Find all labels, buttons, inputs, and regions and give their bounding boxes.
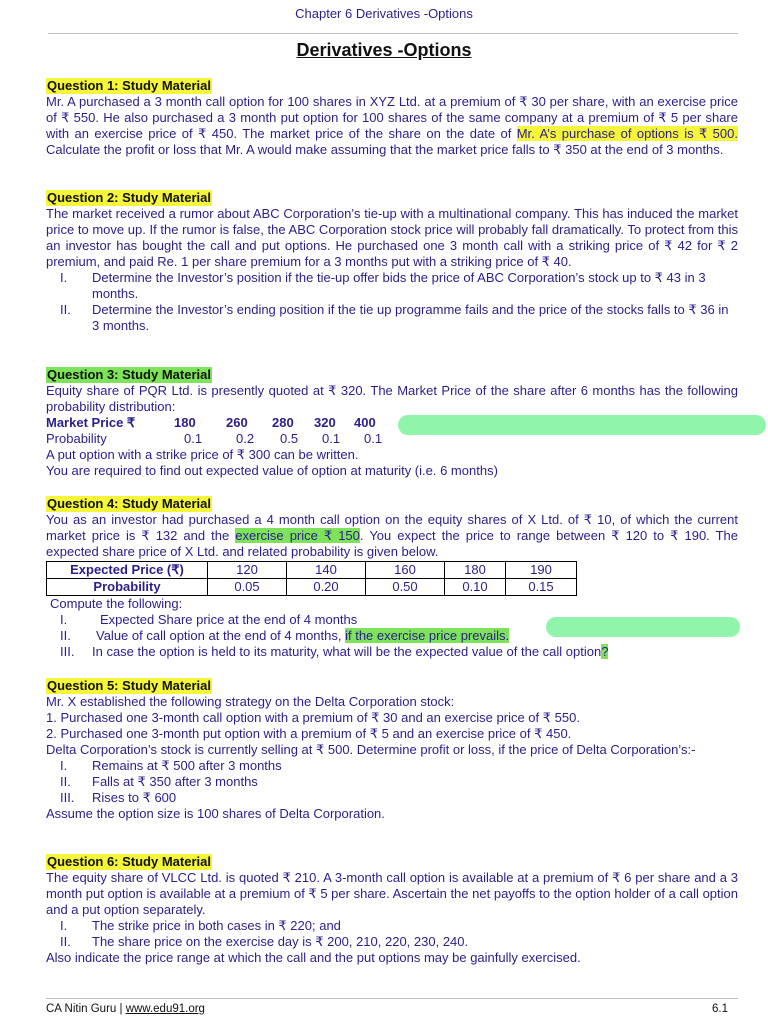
list-item <box>46 918 738 934</box>
table-cell: 160 <box>366 562 445 579</box>
table-row <box>46 415 394 431</box>
list-text: The share price on the exercise day is ₹ 200, 210, 220, 230, 240. <box>92 934 469 949</box>
list-item <box>46 644 738 660</box>
question-1 <box>46 78 738 158</box>
table-row <box>46 431 394 447</box>
question-6-text: The equity share of VLCC Ltd. is quoted ₹ 210. A 3-month call option is available at a premium of ₹ 6 per share and a 3 month put option is available at a premium of ₹ 5 per share. Ascertain the net payoffs to the option holder of a call option and a put option separately. <box>46 870 738 917</box>
question-5-line: 2. Purchased one 3-month put option with a premium of ₹ 5 and an exercise price of ₹ 450. <box>46 726 572 741</box>
list-text: In case the option is held to its maturity, what will be the expected value of the call option <box>92 644 602 659</box>
page-number: 6.1 <box>712 1003 728 1015</box>
table-cell: 0.1 <box>184 431 203 446</box>
question-6-closing: Also indicate the price range at which the call and the put options may be gainfully exercised. <box>46 950 581 965</box>
table-header-cell: Market Price ₹ <box>46 415 136 430</box>
question-3-heading: Question 3: Study Material <box>47 367 211 382</box>
question-6-list <box>46 918 738 950</box>
table-cell: 0.2 <box>236 431 255 446</box>
table-cell: 0.15 <box>506 579 577 596</box>
page-title: Derivatives -Options <box>296 40 472 60</box>
question-3-line: You are required to find out expected value of option at maturity (i.e. 6 months) <box>46 463 498 478</box>
question-2-heading: Question 2: Study Material <box>47 190 211 205</box>
list-number: II. <box>60 302 71 317</box>
question-1-heading: Question 1: Study Material <box>47 78 211 93</box>
table-header-cell: Probability <box>47 579 208 596</box>
list-number: I. <box>60 918 68 933</box>
table-row <box>47 562 577 579</box>
question-4-highlight: exercise price ₹ 150 <box>235 528 360 543</box>
table-cell: 0.10 <box>445 579 506 596</box>
list-number: I. <box>60 270 68 285</box>
table-cell: 0.05 <box>208 579 287 596</box>
question-1-text-part: Mr. A purchased a 3 month call option for 100 shares in XYZ Ltd. at a premium of ₹ 30 per share, with an exercise price of ₹ 550. He also purchased a 3 month put option for 100 shares of the same company at a premium of ₹ 5 per share with an exercise price of ₹ 450. The market price of the share on the date of <box>46 94 738 141</box>
list-number: II. <box>60 934 71 949</box>
table-cell: 190 <box>506 562 577 579</box>
list-item <box>46 774 738 790</box>
table-row <box>47 579 577 596</box>
question-1-text <box>46 94 738 158</box>
table-cell: 320 <box>314 415 336 430</box>
header-rule <box>48 33 738 34</box>
list-text: The strike price in both cases in ₹ 220; and <box>92 918 341 933</box>
list-number: III. <box>60 644 75 659</box>
probability-distribution-table <box>46 415 394 447</box>
list-text: Falls at ₹ 350 after 3 months <box>92 774 258 789</box>
question-6-heading: Question 6: Study Material <box>47 854 211 869</box>
question-1-text-part: Calculate the profit or loss that Mr. A would make assuming that the market price falls to ₹ 350 at the end of 3 months. <box>46 142 724 157</box>
question-4-text-part: You as an investor had purchased a 4 month call option on the equity shares of X Ltd. of ₹ 10, of which the current market price is ₹ 132 and the <box>46 512 738 543</box>
question-3-text: Equity share of PQR Ltd. is presently quoted at ₹ 320. The Market Price of the share after 6 months has the following probability distribution: <box>46 383 738 414</box>
question-2-list <box>46 270 738 334</box>
question-5-line: Mr. X established the following strategy on the Delta Corporation stock: <box>46 694 455 709</box>
running-header: Chapter 6 Derivatives -Options <box>295 6 473 21</box>
table-cell: 400 <box>354 415 376 430</box>
question-4-text <box>46 512 738 560</box>
list-item <box>46 934 738 950</box>
list-number: II. <box>60 774 71 789</box>
list-item <box>46 270 738 302</box>
question-4-compute: Compute the following: <box>50 596 183 611</box>
question-4-highlight: ? <box>601 644 609 659</box>
expected-price-table <box>46 561 577 596</box>
question-3-line: A put option with a strike price of ₹ 300 can be written. <box>46 447 359 462</box>
footer-website-link[interactable]: www.edu91.org <box>125 1003 205 1015</box>
table-header-cell: Probability <box>46 431 107 446</box>
highlighter-mark <box>398 415 766 435</box>
list-number: I. <box>60 758 68 773</box>
list-item <box>46 758 738 774</box>
table-cell: 0.20 <box>287 579 366 596</box>
table-cell: 260 <box>226 415 248 430</box>
question-5 <box>46 678 738 822</box>
table-cell: 180 <box>445 562 506 579</box>
question-1-highlight: Mr. A’s purchase of options is ₹ 500. <box>516 126 738 141</box>
question-4-highlight: if the exercise price prevails. <box>345 628 510 643</box>
list-text: Value of call option at the end of 4 months, <box>96 628 346 643</box>
list-text: Determine the Investor’s position if the tie-up offer bids the price of ABC Corporation’s stock up to ₹ 43 in 3 months. <box>92 270 706 301</box>
table-cell: 0.50 <box>366 579 445 596</box>
table-header-cell: Expected Price (₹) <box>47 562 208 579</box>
table-cell: 120 <box>208 562 287 579</box>
table-cell: 140 <box>287 562 366 579</box>
list-number: II. <box>60 628 71 643</box>
list-text: Determine the Investor’s ending position if the tie up programme fails and the price of the stocks falls to ₹ 36 in 3 months. <box>92 302 729 333</box>
question-2-text: The market received a rumor about ABC Corporation’s tie-up with a multinational company. This has induced the market price to move up. If the rumor is false, the ABC Corporation stock price will probably fall dramatically. To protect from this an investor has bought the call and put options. He purchased one 3 month call with a striking price of ₹ 42 for ₹ 2 premium, and paid Re. 1 per share premium for a 3 months put with a striking price of ₹ 40. <box>46 206 738 269</box>
footer-author <box>46 1003 205 1015</box>
table-cell: 180 <box>174 415 196 430</box>
question-5-line: 1. Purchased one 3-month call option with a premium of ₹ 30 and an exercise price of ₹ 550. <box>46 710 580 725</box>
table-cell: 0.1 <box>364 431 383 446</box>
list-text: Expected Share price at the end of 4 months <box>100 612 358 627</box>
list-number: I. <box>60 612 68 627</box>
question-5-list <box>46 758 738 806</box>
question-2 <box>46 190 738 334</box>
list-item <box>46 302 738 334</box>
question-4-heading: Question 4: Study Material <box>47 496 211 511</box>
question-5-text: Delta Corporation’s stock is currently selling at ₹ 500. Determine profit or loss, if the price of Delta Corporation’s:- <box>46 742 696 757</box>
list-text: Remains at ₹ 500 after 3 months <box>92 758 282 773</box>
question-5-heading: Question 5: Study Material <box>47 678 211 693</box>
list-number: III. <box>60 790 75 805</box>
highlighter-mark <box>546 617 740 637</box>
question-6 <box>46 854 738 966</box>
table-cell: 280 <box>272 415 294 430</box>
table-cell: 0.5 <box>280 431 299 446</box>
list-item <box>46 790 738 806</box>
question-4-text-part: . You expect the price to range between ₹ 120 to ₹ 190. The expected share price of X Ltd. and related probability is given below. <box>46 528 738 559</box>
footer-rule <box>46 998 738 999</box>
question-5-closing: Assume the option size is 100 shares of Delta Corporation. <box>46 806 385 821</box>
footer-author-text: CA Nitin Guru | <box>46 1003 126 1015</box>
list-text: Rises to ₹ 600 <box>92 790 177 805</box>
table-cell: 0.1 <box>322 431 341 446</box>
